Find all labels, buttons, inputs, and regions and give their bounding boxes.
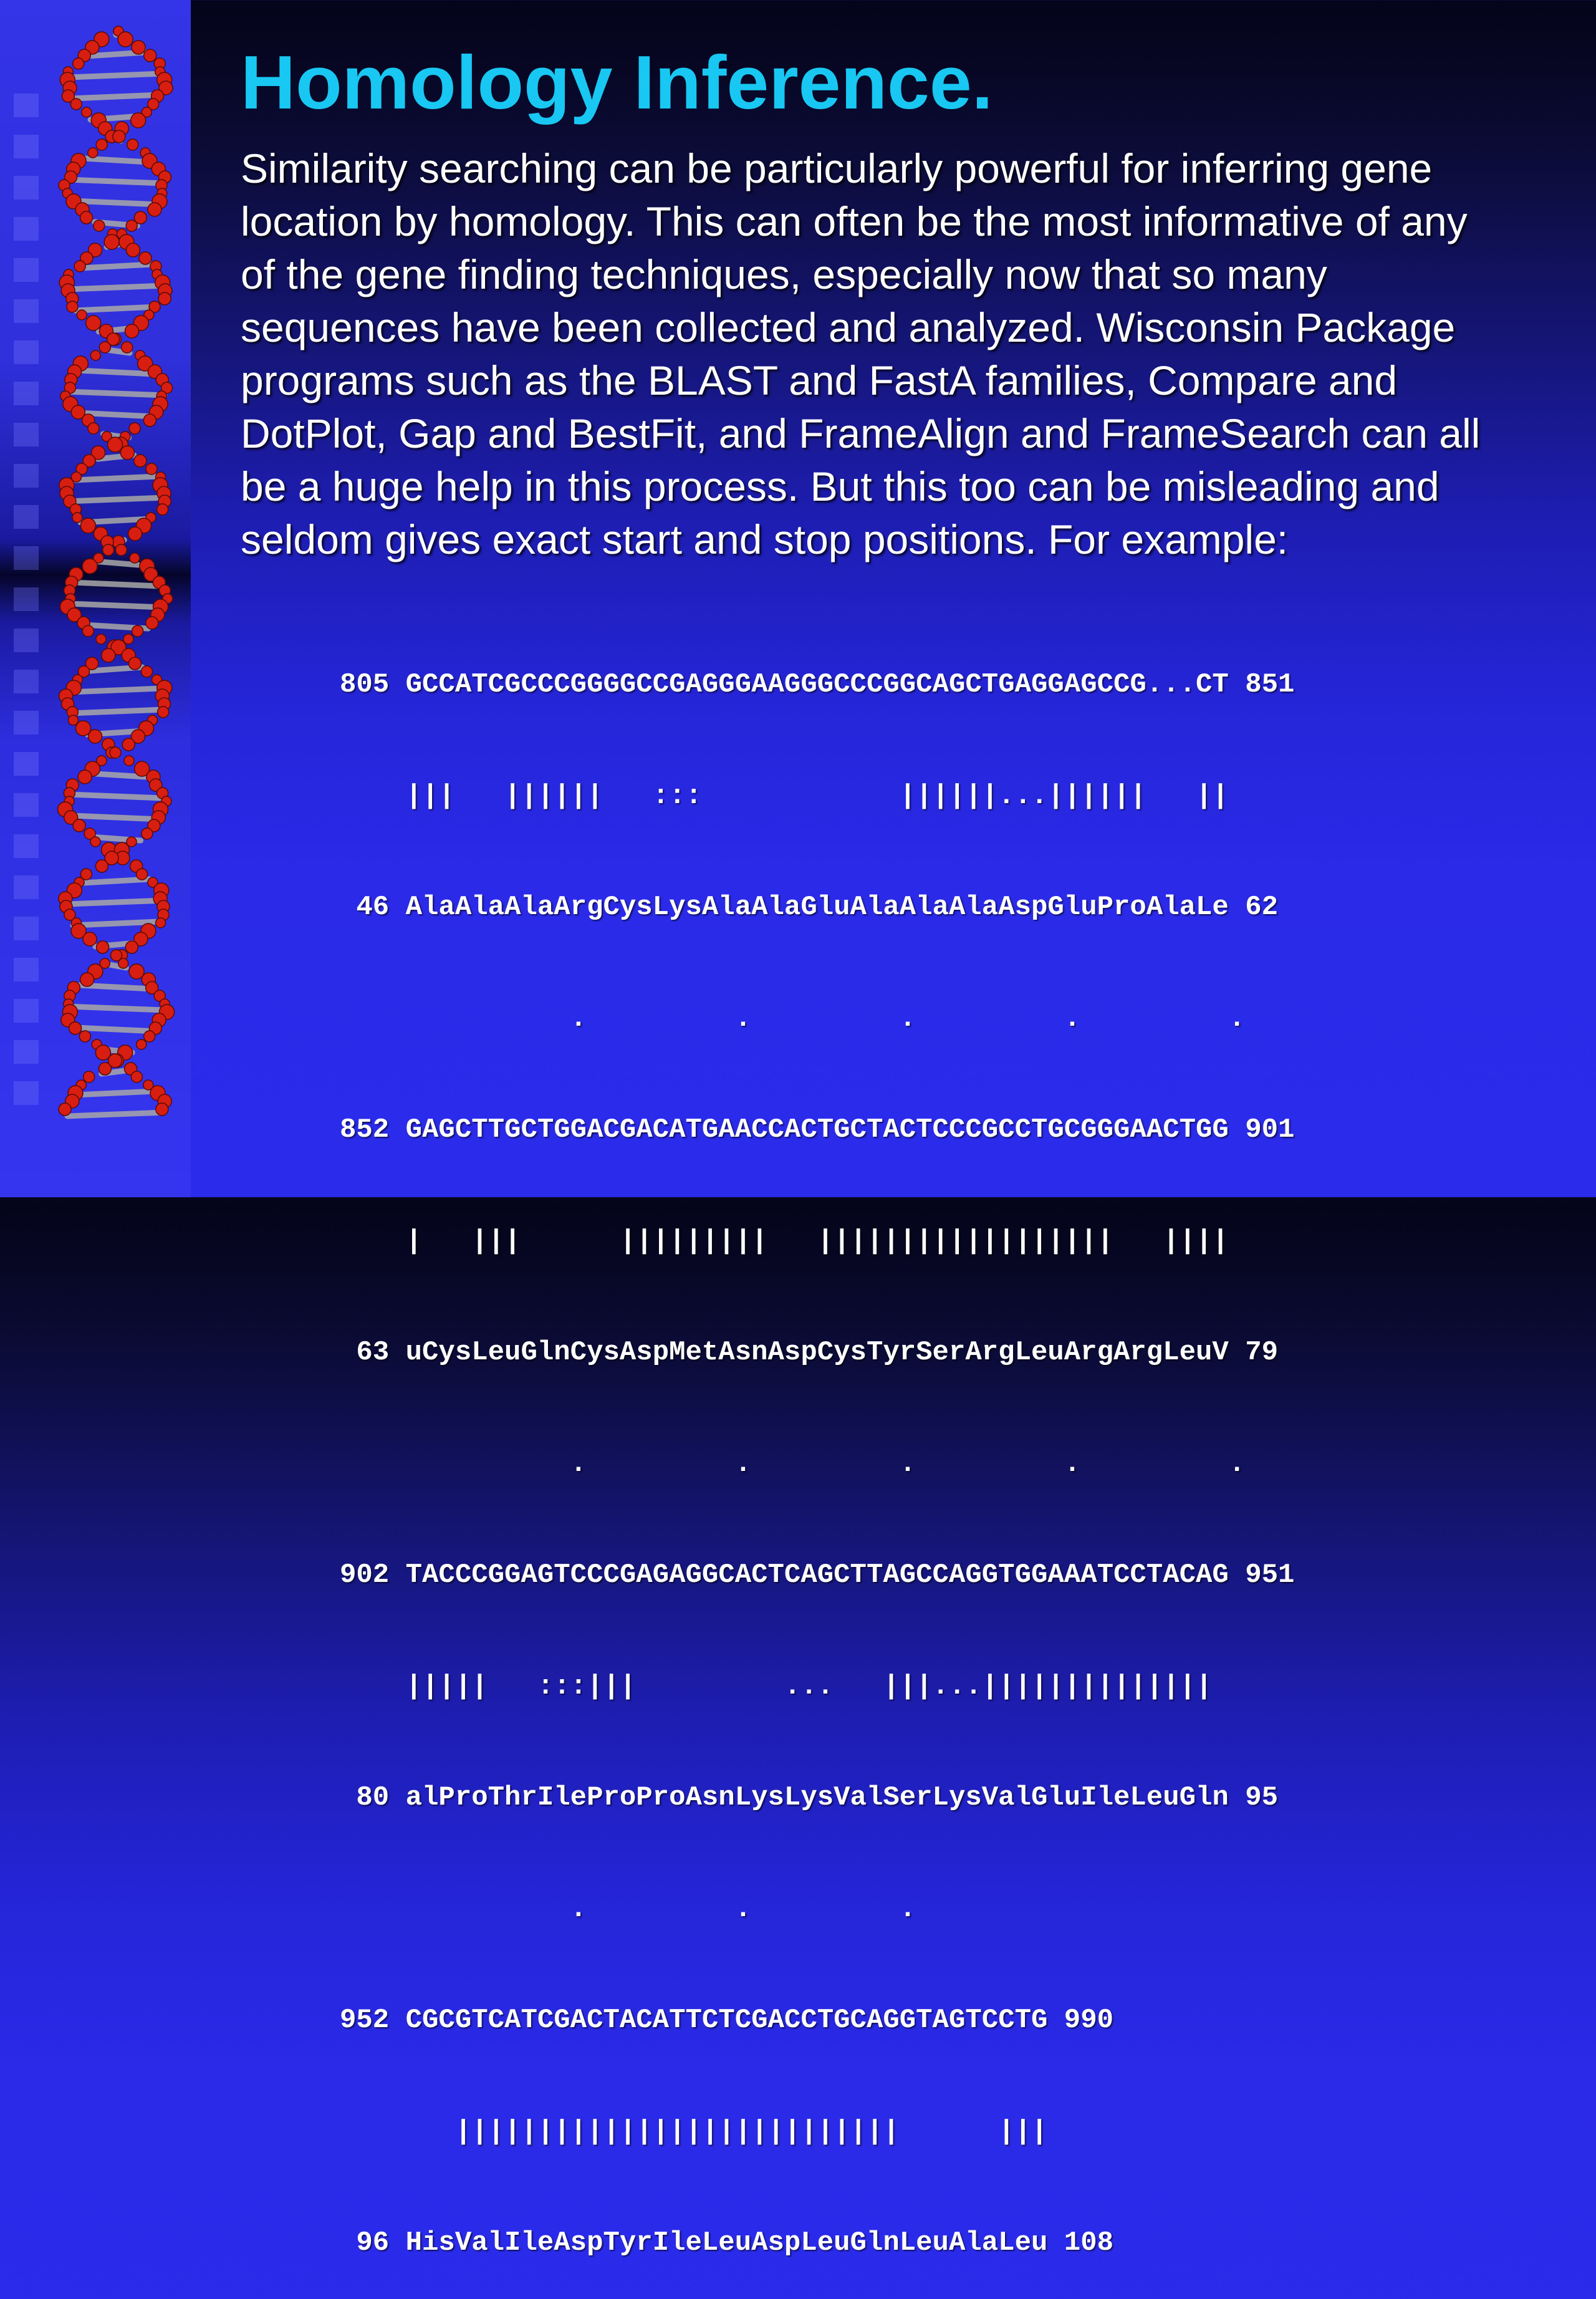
alignment-match-line: | ||| ||||||||| |||||||||||||||||| |||| [340, 1225, 1229, 1257]
alignment-protein-line: 63 uCysLeuGlnCysAspMetAsnAspCysTyrSerArgLeuArgArgLeuV 79 [340, 1337, 1279, 1368]
dna-helix-image [0, 0, 191, 1197]
sequence-alignment [340, 592, 1294, 2299]
alignment-ruler-line: . . . [340, 1893, 916, 1925]
alignment-match-line: ||| |||||| ::: ||||||...|||||| || [340, 780, 1229, 812]
paragraph-line: location by homology. This can often be the most informative of any [241, 198, 1468, 244]
slide-title: Homology Inference. [241, 40, 993, 125]
alignment-dna-line: 805 GCCATCGCCCGGGGCCGAGGGAAGGGCCCGGCAGCTGAGGAGCCG...CT 851 [340, 669, 1295, 700]
paragraph-line: Similarity searching can be particularly powerful for inferring gene [241, 145, 1433, 191]
alignment-dna-line: 902 TACCCGGAGTCCCGAGAGGCACTCAGCTTAGCCAGGTGGAAATCCTACAG 951 [340, 1559, 1295, 1591]
paragraph-line: of the gene finding techniques, especially now that so many [241, 251, 1327, 297]
alignment-protein-line: 46 AlaAlaAlaArgCysLysAlaAlaGluAlaAlaAlaAspGluProAlaLe 62 [340, 892, 1279, 923]
alignment-dna-line: 852 GAGCTTGCTGGACGACATGAACCACTGCTACTCCCGCCTGCGGGAACTGG 901 [340, 1114, 1295, 1145]
sidebar-decoration [0, 0, 191, 1197]
alignment-ruler-line: . . . . . [340, 1448, 1246, 1480]
paragraph-line: seldom gives exact start and stop positions. For example: [241, 516, 1289, 562]
alignment-match-line: ||||| :::||| ... |||...|||||||||||||| [340, 1670, 1213, 1702]
alignment-protein-line: 96 HisValIleAspTyrIleLeuAspLeuGlnLeuAlaLeu 108 [340, 2227, 1114, 2258]
paragraph-line: sequences have been collected and analyzed. Wisconsin Package [241, 304, 1456, 350]
slide-paragraph [241, 142, 1581, 566]
alignment-dna-line: 952 CGCGTCATCGACTACATTCTCGACCTGCAGGTAGTCCTG 990 [340, 2005, 1114, 2036]
alignment-ruler-line: . . . . . [340, 1003, 1246, 1034]
paragraph-line: DotPlot, Gap and BestFit, and FrameAlign and FrameSearch can all [241, 410, 1481, 456]
paragraph-line: be a huge help in this process. But this too can be misleading and [241, 463, 1440, 509]
alignment-protein-line: 80 alProThrIleProProAsnLysLysValSerLysValGluIleLeuGln 95 [340, 1782, 1279, 1813]
paragraph-line: programs such as the BLAST and FastA families, Compare and [241, 357, 1398, 403]
alignment-match-line: ||||||||||||||||||||||||||| ||| [340, 2116, 1048, 2147]
